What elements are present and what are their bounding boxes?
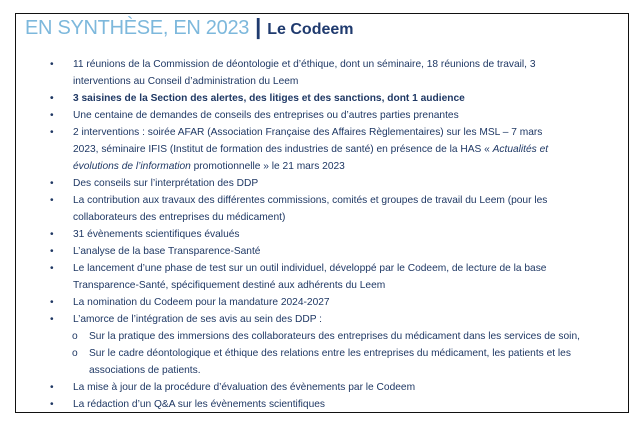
line: Une centaine de demandes de conseils des entreprises ou d’autres parties prenantes	[73, 110, 459, 121]
bullet-icon: •	[50, 93, 54, 104]
line: Le lancement d’une phase de test sur un outil individuel, développé par le Codeem, de lecture de la base	[73, 263, 547, 274]
bullet-icon: •	[50, 263, 54, 274]
line: La nomination du Codeem pour la mandature 2024-2027	[73, 297, 330, 308]
line: 3 saisines de la Section des alertes, des litiges et des sanctions, dont 1 audience	[73, 93, 465, 104]
list-item	[0, 107, 580, 124]
sub-list-item	[0, 328, 580, 345]
line: Sur la pratique des immersions des collaborateurs des entreprises du médicament dans les services de soin,	[89, 331, 580, 342]
bullet-icon: •	[50, 399, 54, 410]
list-item	[0, 294, 580, 311]
line: Transparence-Santé, spécifiquement destiné aux adhérents du Leem	[73, 280, 386, 291]
circle-bullet-icon: o	[72, 348, 78, 359]
list-item	[0, 396, 580, 413]
line: La contribution aux travaux des différentes commissions, comités et groupes de travail du Leem (pour les	[73, 195, 548, 206]
bullet-icon: •	[50, 382, 54, 393]
list-item	[0, 175, 580, 192]
bullet-icon: •	[50, 195, 54, 206]
page-title	[25, 14, 354, 40]
bullet-icon: •	[50, 246, 54, 257]
bullet-icon: •	[50, 297, 54, 308]
circle-bullet-icon: o	[72, 331, 78, 342]
text: promotionnelle » le 21 mars 2023	[190, 161, 345, 172]
summary-list	[0, 56, 580, 413]
list-item	[0, 192, 580, 226]
list-item	[0, 56, 580, 90]
text: 2023, séminaire IFIS (Institut de formation des industries de santé) en présence de la HAS «	[73, 144, 493, 155]
italic-text: évolutions de l’information	[73, 161, 191, 172]
list-item	[0, 311, 580, 328]
list-item	[0, 90, 580, 107]
line: collaborateurs des entreprises du médicament)	[73, 212, 286, 223]
list-item	[0, 124, 580, 175]
title-sub: Le Codeem	[267, 21, 354, 38]
list-item	[0, 243, 580, 260]
line: Sur le cadre déontologique et éthique des relations entre les entreprises du médicament, les patients et les	[89, 348, 571, 359]
line: associations de patients.	[89, 365, 201, 376]
line: 11 réunions de la Commission de déontologie et d’éthique, dont un séminaire, 18 réunions de travail, 3	[73, 59, 536, 70]
list-item	[0, 260, 580, 294]
line: L’amorce de l’intégration de ses avis au sein des DDP :	[73, 314, 322, 325]
line: interventions au Conseil d’administration du Leem	[73, 76, 299, 87]
line: La rédaction d’un Q&A sur les évènements scientifiques	[73, 399, 326, 410]
line: La mise à jour de la procédure d’évaluation des évènements par le Codeem	[73, 382, 416, 393]
line: 2 interventions : soirée AFAR (Association Française des Affaires Règlementaires) sur les MSL – 7 mars	[73, 127, 543, 138]
line: Des conseils sur l’interprétation des DDP	[73, 178, 259, 189]
bullet-icon: •	[50, 314, 54, 325]
bullet-icon: •	[50, 178, 54, 189]
title-separator: |	[255, 14, 262, 39]
bullet-icon: •	[50, 229, 54, 240]
list-item	[0, 379, 580, 396]
italic-text: Actualités et	[492, 144, 549, 155]
bullet-icon: •	[50, 110, 54, 121]
bullet-icon: •	[50, 59, 54, 70]
bullet-icon: •	[50, 127, 54, 138]
line: 31 évènements scientifiques évalués	[73, 229, 240, 240]
sub-list-item	[0, 345, 580, 379]
list-item	[0, 226, 580, 243]
line: L’analyse de la base Transparence-Santé	[73, 246, 261, 257]
line	[73, 141, 580, 158]
line	[73, 158, 580, 175]
title-main: EN SYNTHÈSE, EN 2023	[25, 17, 250, 39]
